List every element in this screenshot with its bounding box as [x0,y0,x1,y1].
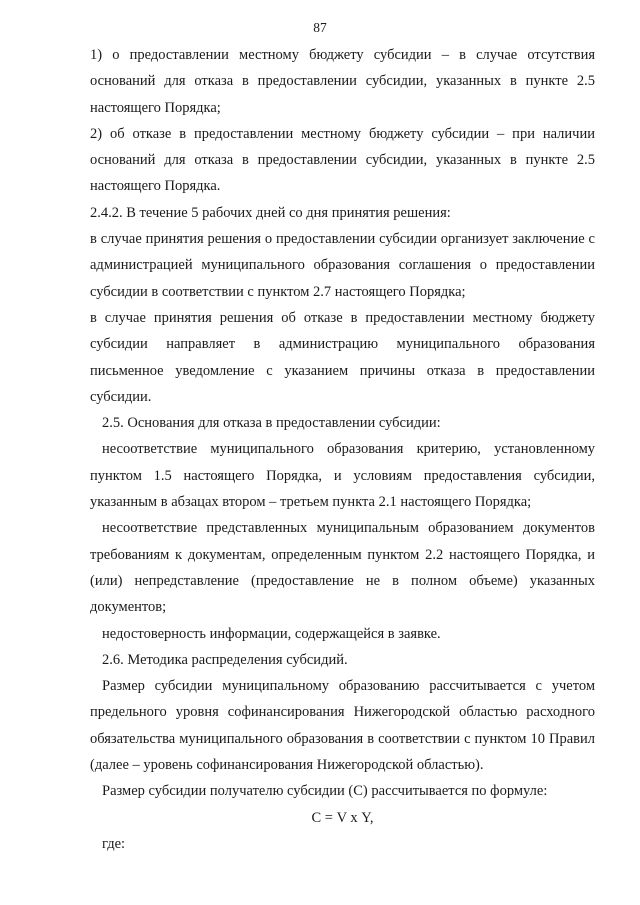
paragraph-text: несоответствие муниципального образования критерию, установленному пунктом 1.5 настоящего Порядка, и условиям предоставления субсидии, указанным в абзацах втором – третьем пункта 2.1 настоящего Порядка; [90,441,595,511]
paragraph-12 [90,778,595,804]
paragraph-text: в случае принятия решения о предоставлении субсидии организует заключение с администрацией муниципального образования соглашения о предоставлении субсидии в соответствии с пунктом 2.7 настоящего Порядка; [90,231,595,300]
paragraph-text: Размер субсидии муниципальному образованию рассчитывается с учетом предельного уровня софинансирования Нижегородской областью расходного обязательства муниципального образования в соответствии с пунктом 10 Правил (далее – уровень софинансирования Нижегородской областью). [90,678,595,774]
paragraph-text: 1) о предоставлении местному бюджету субсидии – в случае отсутствия оснований для отказа в предоставлении субсидии, указанных в пункте 2.5 настоящего Порядка; [90,47,595,116]
paragraph-text: Размер субсидии получателю субсидии (С) рассчитывается по формуле: [102,783,548,800]
paragraph-3 [90,200,595,226]
paragraph-8 [90,515,595,620]
paragraph-5 [90,305,595,410]
paragraph-4 [90,226,595,305]
paragraph-2 [90,121,595,200]
paragraph-text: 2.6. Методика распределения субсидий. [102,651,348,668]
section-heading-2-6 [90,647,595,673]
paragraph-text: в случае принятия решения об отказе в предоставлении местному бюджету субсидии направляет в администрацию муниципального образования письменное уведомление с указанием причины отказа в предоставлении субсидии. [90,309,595,405]
paragraph-9 [90,621,595,647]
paragraph-1 [90,42,595,121]
paragraph-text: 2.4.2. В течение 5 рабочих дней со дня принятия решения: [90,204,451,221]
paragraph-text: несоответствие представленных муниципальным образованием документов требованиям к документам, определенным пунктом 2.2 настоящего Порядка, и (или) непредставление (предоставление не в полном объеме) указанных документов; [90,520,595,616]
section-heading-2-5 [90,410,595,436]
paragraph-11 [90,673,595,778]
paragraph-text: 2) об отказе в предоставлении местному бюджету субсидии – при наличии оснований для отказа в предоставлении субсидии, указанных в пункте 2.5 настоящего Порядка. [90,125,595,195]
page-number: 87 [313,20,327,35]
document-body [90,42,595,857]
where-label: где: [102,835,126,852]
formula: С = V х Y, [311,809,374,826]
paragraph-text: 2.5. Основания для отказа в предоставлении субсидии: [102,415,441,432]
paragraph-text: недостоверность информации, содержащейся в заявке. [102,625,441,642]
paragraph-7 [90,436,595,515]
